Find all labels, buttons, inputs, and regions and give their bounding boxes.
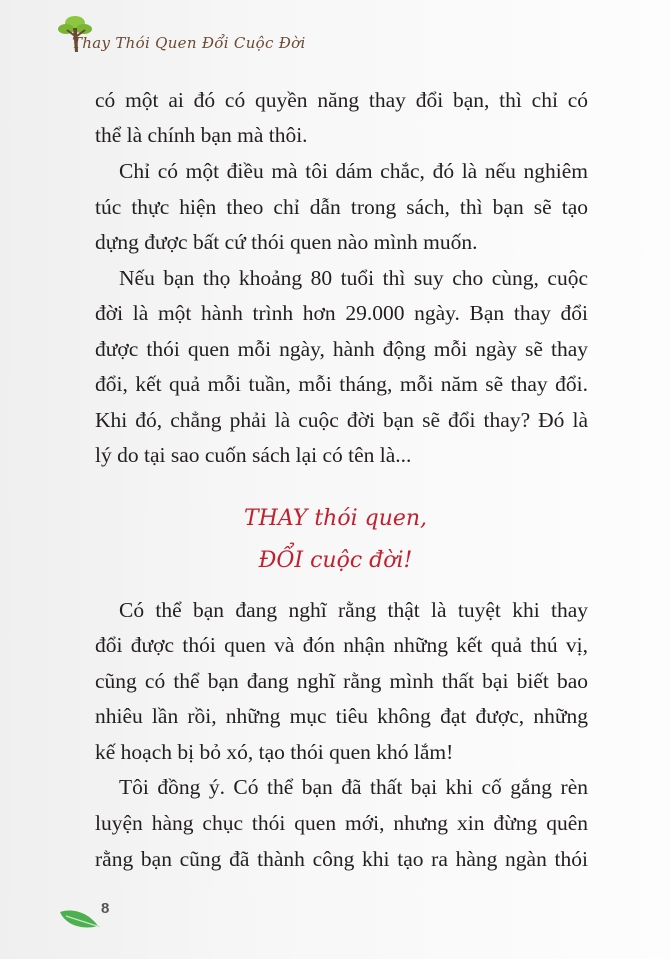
text-line: Nếu bạn thọ khoảng 80 tuổi thì suy cho cùng, cuộc: [119, 266, 588, 290]
text-line: rằng bạn cũng đã thành công khi tạo ra hàng ngàn thói: [95, 847, 588, 871]
text-line: đổi, kết quả mỗi tuần, mỗi tháng, mỗi năm sẽ thay đổi.: [95, 372, 588, 396]
page-number: 8: [101, 900, 110, 917]
running-header: [58, 14, 358, 54]
text-line: được thói quen mỗi ngày, hành động mỗi ngày sẽ thay: [95, 337, 588, 361]
text-line: đời là một hành trình hơn 29.000 ngày. Bạn thay đổi: [95, 301, 588, 325]
leaf-icon: [58, 908, 102, 930]
text-line: Có thể bạn đang nghĩ rằng thật là tuyệt khi thay: [119, 598, 588, 622]
text-line: Khi đó, chẳng phải là cuộc đời bạn sẽ đổi thay? Đó là: [95, 408, 588, 432]
text-line: kế hoạch bị bỏ xó, tạo thói quen khó lắm!: [95, 740, 454, 764]
text-line: thể là chính bạn mà thôi.: [95, 123, 308, 147]
book-title-line-2: ĐỔI cuộc đời!: [258, 548, 413, 573]
header-title: Thay Thói Quen Đổi Cuộc Đời: [72, 34, 306, 52]
book-title-line-1: THAY thói quen,: [243, 506, 428, 531]
text-line: túc thực hiện theo chỉ dẫn trong sách, thì bạn sẽ tạo: [95, 195, 588, 219]
text-line: có một ai đó có quyền năng thay đổi bạn, thì chỉ có: [95, 88, 588, 112]
text-line: Tôi đồng ý. Có thể bạn đã thất bại khi cố gắng rèn: [119, 775, 588, 799]
text-line: cũng có thể bạn đang nghĩ rằng mình thất bại biết bao: [95, 669, 588, 693]
text-line: dựng được bất cứ thói quen nào mình muốn.: [95, 230, 478, 254]
text-line: luyện hàng chục thói quen mới, nhưng xin đừng quên: [95, 811, 588, 835]
text-line: đổi được thói quen và đón nhận những kết quả thú vị,: [95, 633, 588, 657]
text-line: nhiêu lần rồi, những mục tiêu không đạt được, những: [95, 704, 588, 728]
text-line: Chỉ có một điều mà tôi dám chắc, đó là nếu nghiêm: [119, 159, 588, 183]
text-line: lý do tại sao cuốn sách lại có tên là...: [95, 443, 412, 467]
